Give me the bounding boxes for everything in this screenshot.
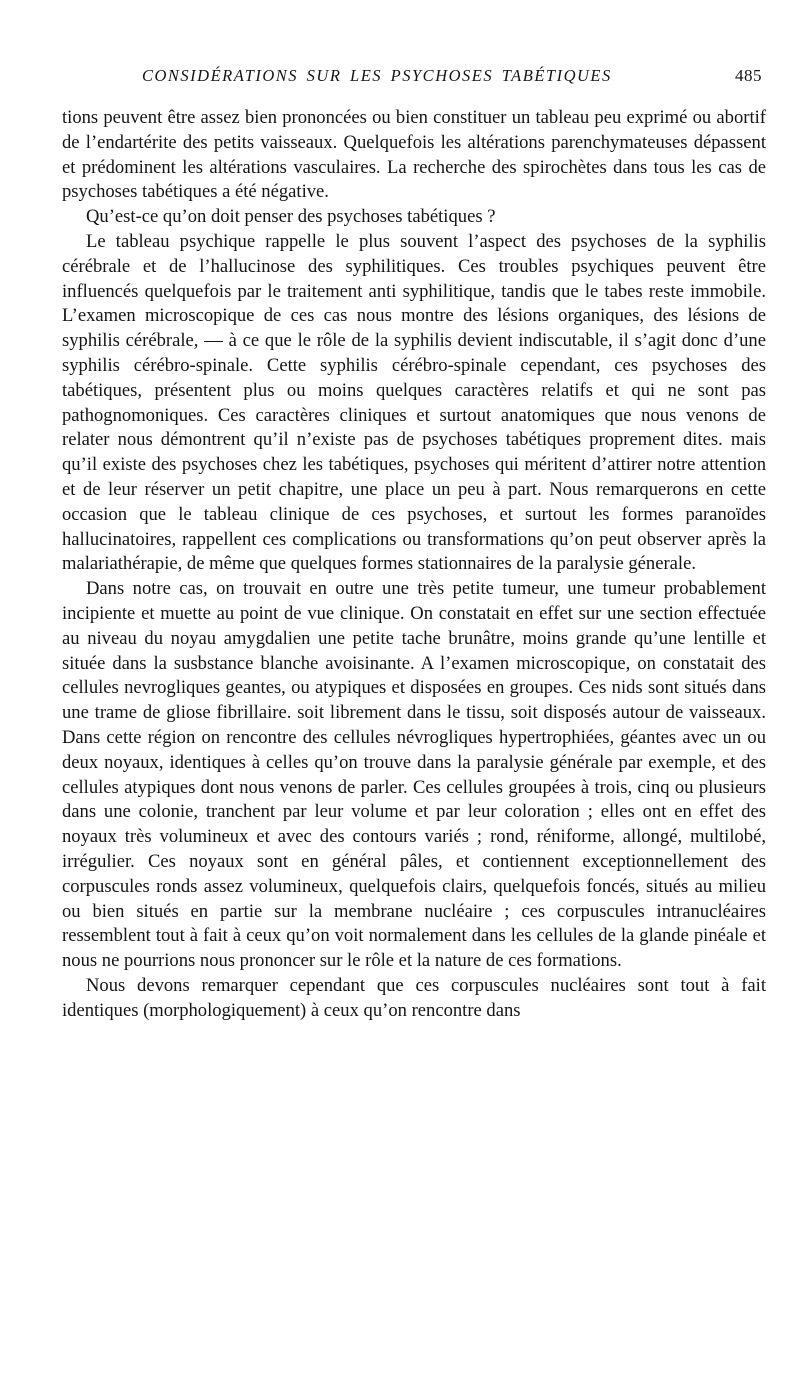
running-title: CONSIDÉRATIONS SUR LES PSYCHOSES TABÉTIQUES [142, 66, 612, 85]
book-page [62, 58, 766, 1368]
paragraph-question: Qu’est-ce qu’on doit penser des psychoses tabétiques ? [86, 206, 496, 228]
paragraph-tumor-case: Dans notre cas, on trouvait en outre une très petite tumeur, une tumeur probablement incipiente et muette au point de vue clinique. On constatait en effet sur une section effectuée au niveau du noyau amygdalien une petite tache brunâtre, moins grande qu’une lentille et située dans la susbstance blanche avoisinante. A l’examen microscopique, on constatait des cellules nevrogliques geantes, ou atypiques et disposées en groupes. Ces nids sont situés dans une trame de gliose fibrillaire. soit librement dans le tissu, soit disposés autour de vaisseaux. Dans cette région on rencontre des cellules névrogliques hypertrophiées, géantes avec un ou deux noyaux, identiques à celles qu’on trouve dans la paralysie générale par exemple, et des cellules atypiques dont nous venons de parler. Ces cellules groupées à trois, cinq ou plusieurs dans une colonie, tranchent par leur volume et par leur coloration ; elles ont en effet des noyaux très volumineux et avec des contours variés ; rond, réniforme, allongé, multilobé, irrégulier. Ces noyaux sont en général pâles, et contiennent exceptionnellement des corpuscules ronds assez volumineux, quelquefois clairs, quelquefois foncés, situés au milieu ou bien situés en partie sur la membrane nucléaire ; ces corpuscules intranucléaires ressemblent tout à fait à ceux qu’on voit normalement dans les cellules de la glande pinéale et nous ne pourrions nous prononcer sur le rôle et la nature de ces formations. [62, 578, 766, 972]
paragraph-clinical-picture: Le tableau psychique rappelle le plus souvent l’aspect des psychoses de la syphilis cérébrale et de l’hallucinose des syphilitiques. Ces troubles psychiques peuvent être influencés quelquefois par le traitement anti syphilitique, tandis que le tabes reste immobile. L’examen microscopique de ces cas nous montre des lésions organiques, des lésions de syphilis cérébrale, — à ce que le rôle de la syphilis devient indiscutable, il s’agit donc d’une syphilis cérébro-spinale. Cette syphilis cérébro-spinale cependant, ces psychoses des tabétiques, présentent plus ou moins quelques caractères relatifs et qui ne sont pas pathognomoniques. Ces caractères cliniques et surtout anatomiques que nous venons de relater nous démontrent qu’il n’existe pas de psychoses tabétiques proprement dites. mais qu’il existe des psychoses chez les tabétiques, psychoses qui méritent d’attirer notre attention et de leur réserver un petit chapitre, une place un peu à part. Nous remarquerons en cette occasion que le tableau clinique de ces psychoses, et surtout les formes paranoïdes hallucinatoires, rappellent ces complications ou transformations qu’on peut observer après la malariathérapie, de même que quelques formes stationnaires de la paralysie génerale. [62, 230, 766, 575]
paragraph-nuclear-corpuscles: Nous devons remarquer cependant que ces corpuscules nucléaires sont tout à fait identiques (morphologiquement) à ceux qu’on rencontre dans [62, 974, 766, 1021]
page-number: 485 [735, 66, 762, 85]
paragraph-continuation: tions peuvent être assez bien prononcées ou bien constituer un tableau peu exprimé ou abortif de l’endartérite des petits vaisseaux. Quelquefois les altérations parenchymateuses dépassent et prédominent les altérations vasculaires. La recherche des spirochètes dans tous les cas de psychoses tabétiques a été négative. [62, 107, 766, 203]
running-header [62, 58, 766, 98]
body-text [62, 106, 766, 1023]
